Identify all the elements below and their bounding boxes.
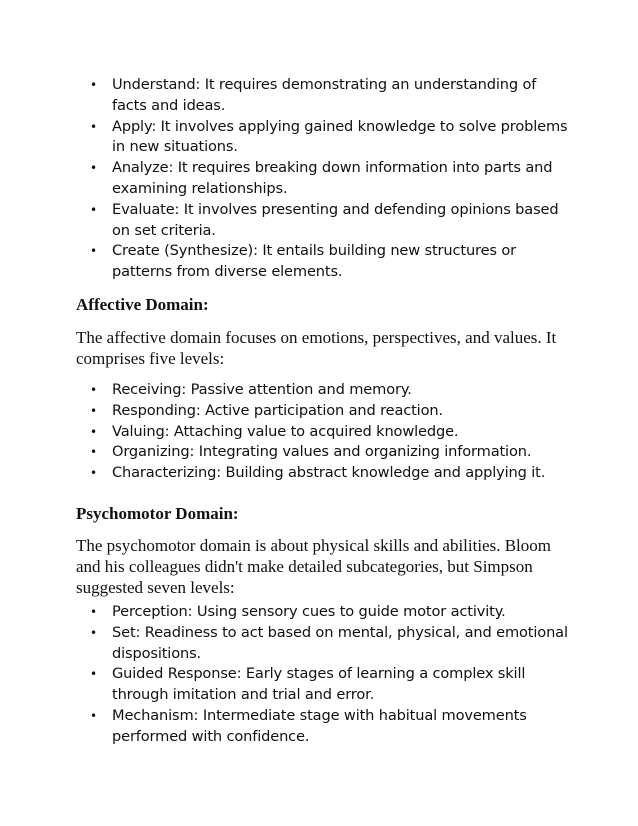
list-item: • Mechanism: Intermediate stage with habitual movements performed with confidence. — [90, 706, 570, 748]
list-item: • Responding: Active participation and reaction. — [90, 401, 570, 422]
list-item: • Characterizing: Building abstract knowledge and applying it. — [90, 463, 570, 484]
list-item: • Valuing: Attaching value to acquired knowledge. — [90, 422, 570, 443]
affective-domain-heading: Affective Domain: — [76, 295, 209, 314]
psychomotor-domain-intro: The psychomotor domain is about physical skills and abilities. Bloom and his colleagues didn't make detailed subcategories, but Simpson suggested seven levels: — [76, 536, 552, 597]
list-item: • Apply: It involves applying gained knowledge to solve problems in new situations. — [90, 117, 570, 159]
list-item: • Understand: It requires demonstrating an understanding of facts and ideas. — [90, 75, 570, 117]
psychomotor-levels-list — [90, 602, 570, 748]
list-item: • Organizing: Integrating values and organizing information. — [90, 442, 570, 463]
psychomotor-domain-heading: Psychomotor Domain: — [76, 504, 239, 523]
list-item: • Create (Synthesize): It entails building new structures or patterns from diverse elements. — [90, 241, 570, 283]
list-item: • Evaluate: It involves presenting and defending opinions based on set criteria. — [90, 200, 570, 242]
list-item: • Analyze: It requires breaking down information into parts and examining relationships. — [90, 158, 570, 200]
list-item: • Perception: Using sensory cues to guide motor activity. — [90, 602, 570, 623]
list-item: • Guided Response: Early stages of learning a complex skill through imitation and trial and error. — [90, 664, 570, 706]
list-item: • Receiving: Passive attention and memory. — [90, 380, 570, 401]
affective-levels-list — [90, 380, 570, 484]
affective-domain-intro: The affective domain focuses on emotions, perspectives, and values. It comprises five levels: — [76, 328, 557, 368]
list-item: • Set: Readiness to act based on mental, physical, and emotional dispositions. — [90, 623, 570, 665]
cognitive-levels-list — [90, 75, 570, 283]
